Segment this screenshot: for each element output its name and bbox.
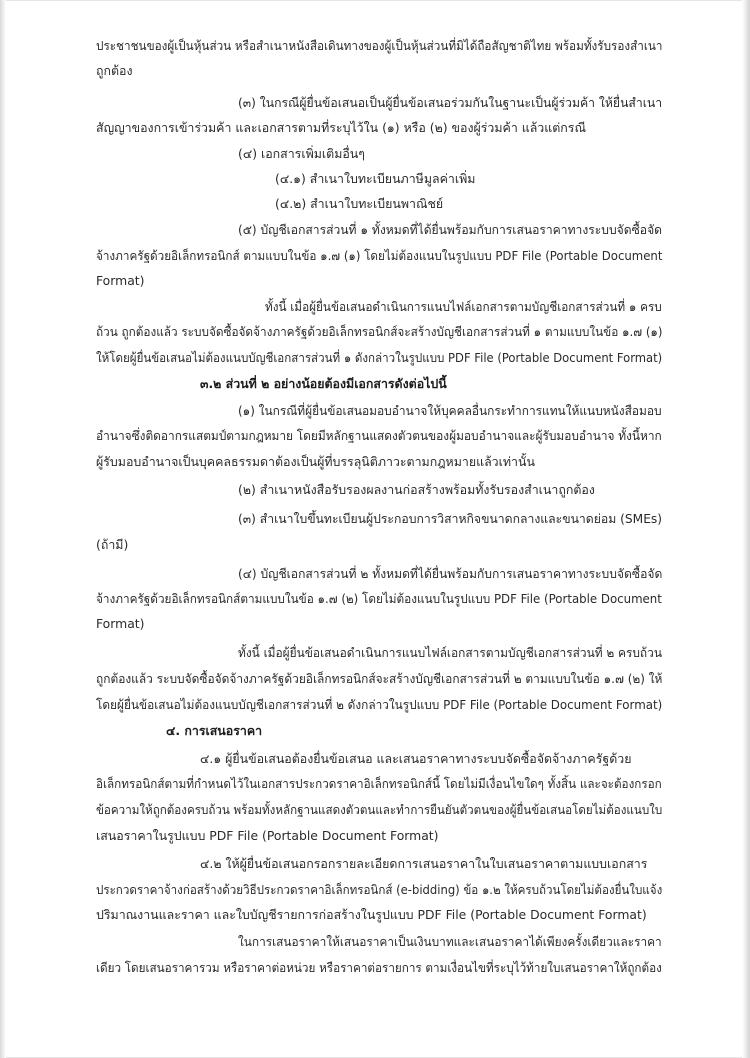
text-line: (๔) บัญชีเอกสารส่วนที่ ๒ ทั้งหมดที่ได้ยื่นพร้อมกับการเสนอราคาทางระบบจัดซื้อจัด [238, 566, 663, 581]
text-line: ให้โดยผู้ยื่นข้อเสนอไม่ต้องแนบบัญชีเอกสารส่วนที่ ๑ ดังกล่าวในรูปแบบ PDF File (Portable Document Format) [96, 350, 663, 365]
text-line: (๓) สำเนาใบขึ้นทะเบียนผู้ประกอบการวิสาหกิจขนาดกลางและขนาดย่อม (SMEs) [238, 511, 663, 526]
text-line: จ้างภาครัฐด้วยอิเล็กทรอนิกส์ตามแบบในข้อ ๑.๗ (๒) โดยไม่ต้องแนบในรูปแบบ PDF File (Portable Document [96, 591, 662, 606]
text-line: จ้างภาครัฐด้วยอิเล็กทรอนิกส์ ตามแบบในข้อ ๑.๗ (๑) โดยไม่ต้องแนบในรูปแบบ PDF File (Portable Document [96, 248, 663, 263]
text-line: อิเล็กทรอนิกส์ตามที่กำหนดไว้ในเอกสารประกวดราคาอิเล็กทรอนิกส์นี้ โดยไม่มีเงื่อนไขใดๆ ทั้งสิ้น และจะต้องกรอก [96, 776, 662, 791]
text-line: ประกวดราคาจ้างก่อสร้างด้วยวิธีประกวดราคาอิเล็กทรอนิกส์ (e-bidding) ข้อ ๑.๒ ให้ครบถ้วนโดยไม่ต้องยื่นใบแจ้ง [96, 882, 663, 897]
text-line: ถ้วน ถูกต้องแล้ว ระบบจัดซื้อจัดจ้างภาครัฐด้วยอิเล็กทรอนิกส์จะสร้างบัญชีเอกสารส่วนที่ ๑ ตามแบบในข้อ ๑.๗ (๑) [96, 324, 663, 339]
text-line: ปริมาณงานและราคา และใบบัญชีรายการก่อสร้างในรูปแบบ PDF File (Portable Document Format) [96, 907, 647, 922]
text-line: สัญญาของการเข้าร่วมค้า และเอกสารตามที่ระบุไว้ใน (๑) หรือ (๒) ของผู้ร่วมค้า แล้วแต่กรณี [96, 120, 586, 135]
text-line: (ถ้ามี) [96, 537, 129, 552]
text-line: (๒) สำเนาหนังสือรับรองผลงานก่อสร้างพร้อมทั้งรับรองสำเนาถูกต้อง [238, 482, 595, 497]
text-line: เสนอราคาในรูปแบบ PDF File (Portable Document Format) [96, 828, 439, 843]
text-line: (๑) ในกรณีที่ผู้ยื่นข้อเสนอมอบอำนาจให้บุคคลอื่นกระทำการแทนให้แนบหนังสือมอบ [238, 403, 662, 418]
section-heading: ๔. การเสนอราคา [166, 723, 263, 738]
text-line: ผู้รับมอบอำนาจเป็นบุคคลธรรมดาต้องเป็นผู้ที่บรรลุนิติภาวะตามกฎหมายแล้วเท่านั้น [96, 454, 535, 469]
text-line: ข้อความให้ถูกต้องครบถ้วน พร้อมทั้งหลักฐานแสดงตัวตนและทำการยืนยันตัวตนของผู้ยื่นข้อเสนอโดยไม่ต้องแนบใบ [96, 802, 663, 817]
text-line: (๓) ในกรณีผู้ยื่นข้อเสนอเป็นผู้ยื่นข้อเสนอร่วมกันในฐานะเป็นผู้ร่วมค้า ให้ยื่นสำเนา [238, 95, 663, 110]
text-line: ทั้งนี้ เมื่อผู้ยื่นข้อเสนอดำเนินการแนบไฟล์เอกสารตามบัญชีเอกสารส่วนที่ ๒ ครบถ้วน [238, 645, 662, 660]
text-line: เดียว โดยเสนอราคารวม หรือราคาต่อหน่วย หรือราคาต่อรายการ ตามเงื่อนไขที่ระบุไว้ท้ายใบเสนอราคาให้ถูกต้อง [96, 960, 662, 975]
text-line: (๔) เอกสารเพิ่มเติมอื่นๆ [238, 146, 365, 161]
text-line: (๔.๒) สำเนาใบทะเบียนพาณิชย์ [275, 196, 444, 211]
text-line: Format) [96, 616, 145, 631]
page-edge-right [742, 0, 750, 1058]
text-line: ทั้งนี้ เมื่อผู้ยื่นข้อเสนอดำเนินการแนบไฟล์เอกสารตามบัญชีเอกสารส่วนที่ ๑ ครบ [265, 299, 662, 314]
text-line: (๕) บัญชีเอกสารส่วนที่ ๑ ทั้งหมดที่ได้ยื่นพร้อมกับการเสนอราคาทางระบบจัดซื้อจัด [238, 222, 663, 237]
page-edge-left [0, 0, 6, 1058]
text-line: ๔.๒ ให้ผู้ยื่นข้อเสนอกรอกรายละเอียดการเสนอราคาในใบเสนอราคาตามแบบเอกสาร [200, 856, 648, 871]
text-line: (๔.๑) สำเนาใบทะเบียนภาษีมูลค่าเพิ่ม [275, 171, 476, 186]
text-line: ถูกต้องแล้ว ระบบจัดซื้อจัดจ้างภาครัฐด้วยอิเล็กทรอนิกส์จะสร้างบัญชีเอกสารส่วนที่ ๒ ตามแบบในข้อ ๑.๗ (๒) ให้ [96, 671, 663, 686]
text-line: โดยผู้ยื่นข้อเสนอไม่ต้องแนบบัญชีเอกสารส่วนที่ ๒ ดังกล่าวในรูปแบบ PDF File (Portable Document Format) [96, 697, 663, 712]
text-line: ๔.๑ ผู้ยื่นข้อเสนอต้องยื่นข้อเสนอ และเสนอราคาทางระบบจัดซื้อจัดจ้างภาครัฐด้วย [200, 751, 632, 766]
text-line: Format) [96, 273, 145, 288]
text-line: อำนาจซึ่งติดอากรแสตมป์ตามกฎหมาย โดยมีหลักฐานแสดงตัวตนของผู้มอบอำนาจและผู้รับมอบอำนาจ ทั้งนี้หาก [96, 428, 662, 443]
text-line: ประชาชนของผู้เป็นหุ้นส่วน หรือสำเนาหนังสือเดินทางของผู้เป็นหุ้นส่วนที่มิได้ถือสัญชาติไทย พร้อมทั้งรับรองสำเนา [96, 38, 663, 53]
text-line: ในการเสนอราคาให้เสนอราคาเป็นเงินบาทและเสนอราคาได้เพียงครั้งเดียวและราคา [238, 934, 662, 949]
section-heading: ๓.๒ ส่วนที่ ๒ อย่างน้อยต้องมีเอกสารดังต่อไปนี้ [200, 376, 447, 391]
text-line: ถูกต้อง [96, 63, 133, 78]
